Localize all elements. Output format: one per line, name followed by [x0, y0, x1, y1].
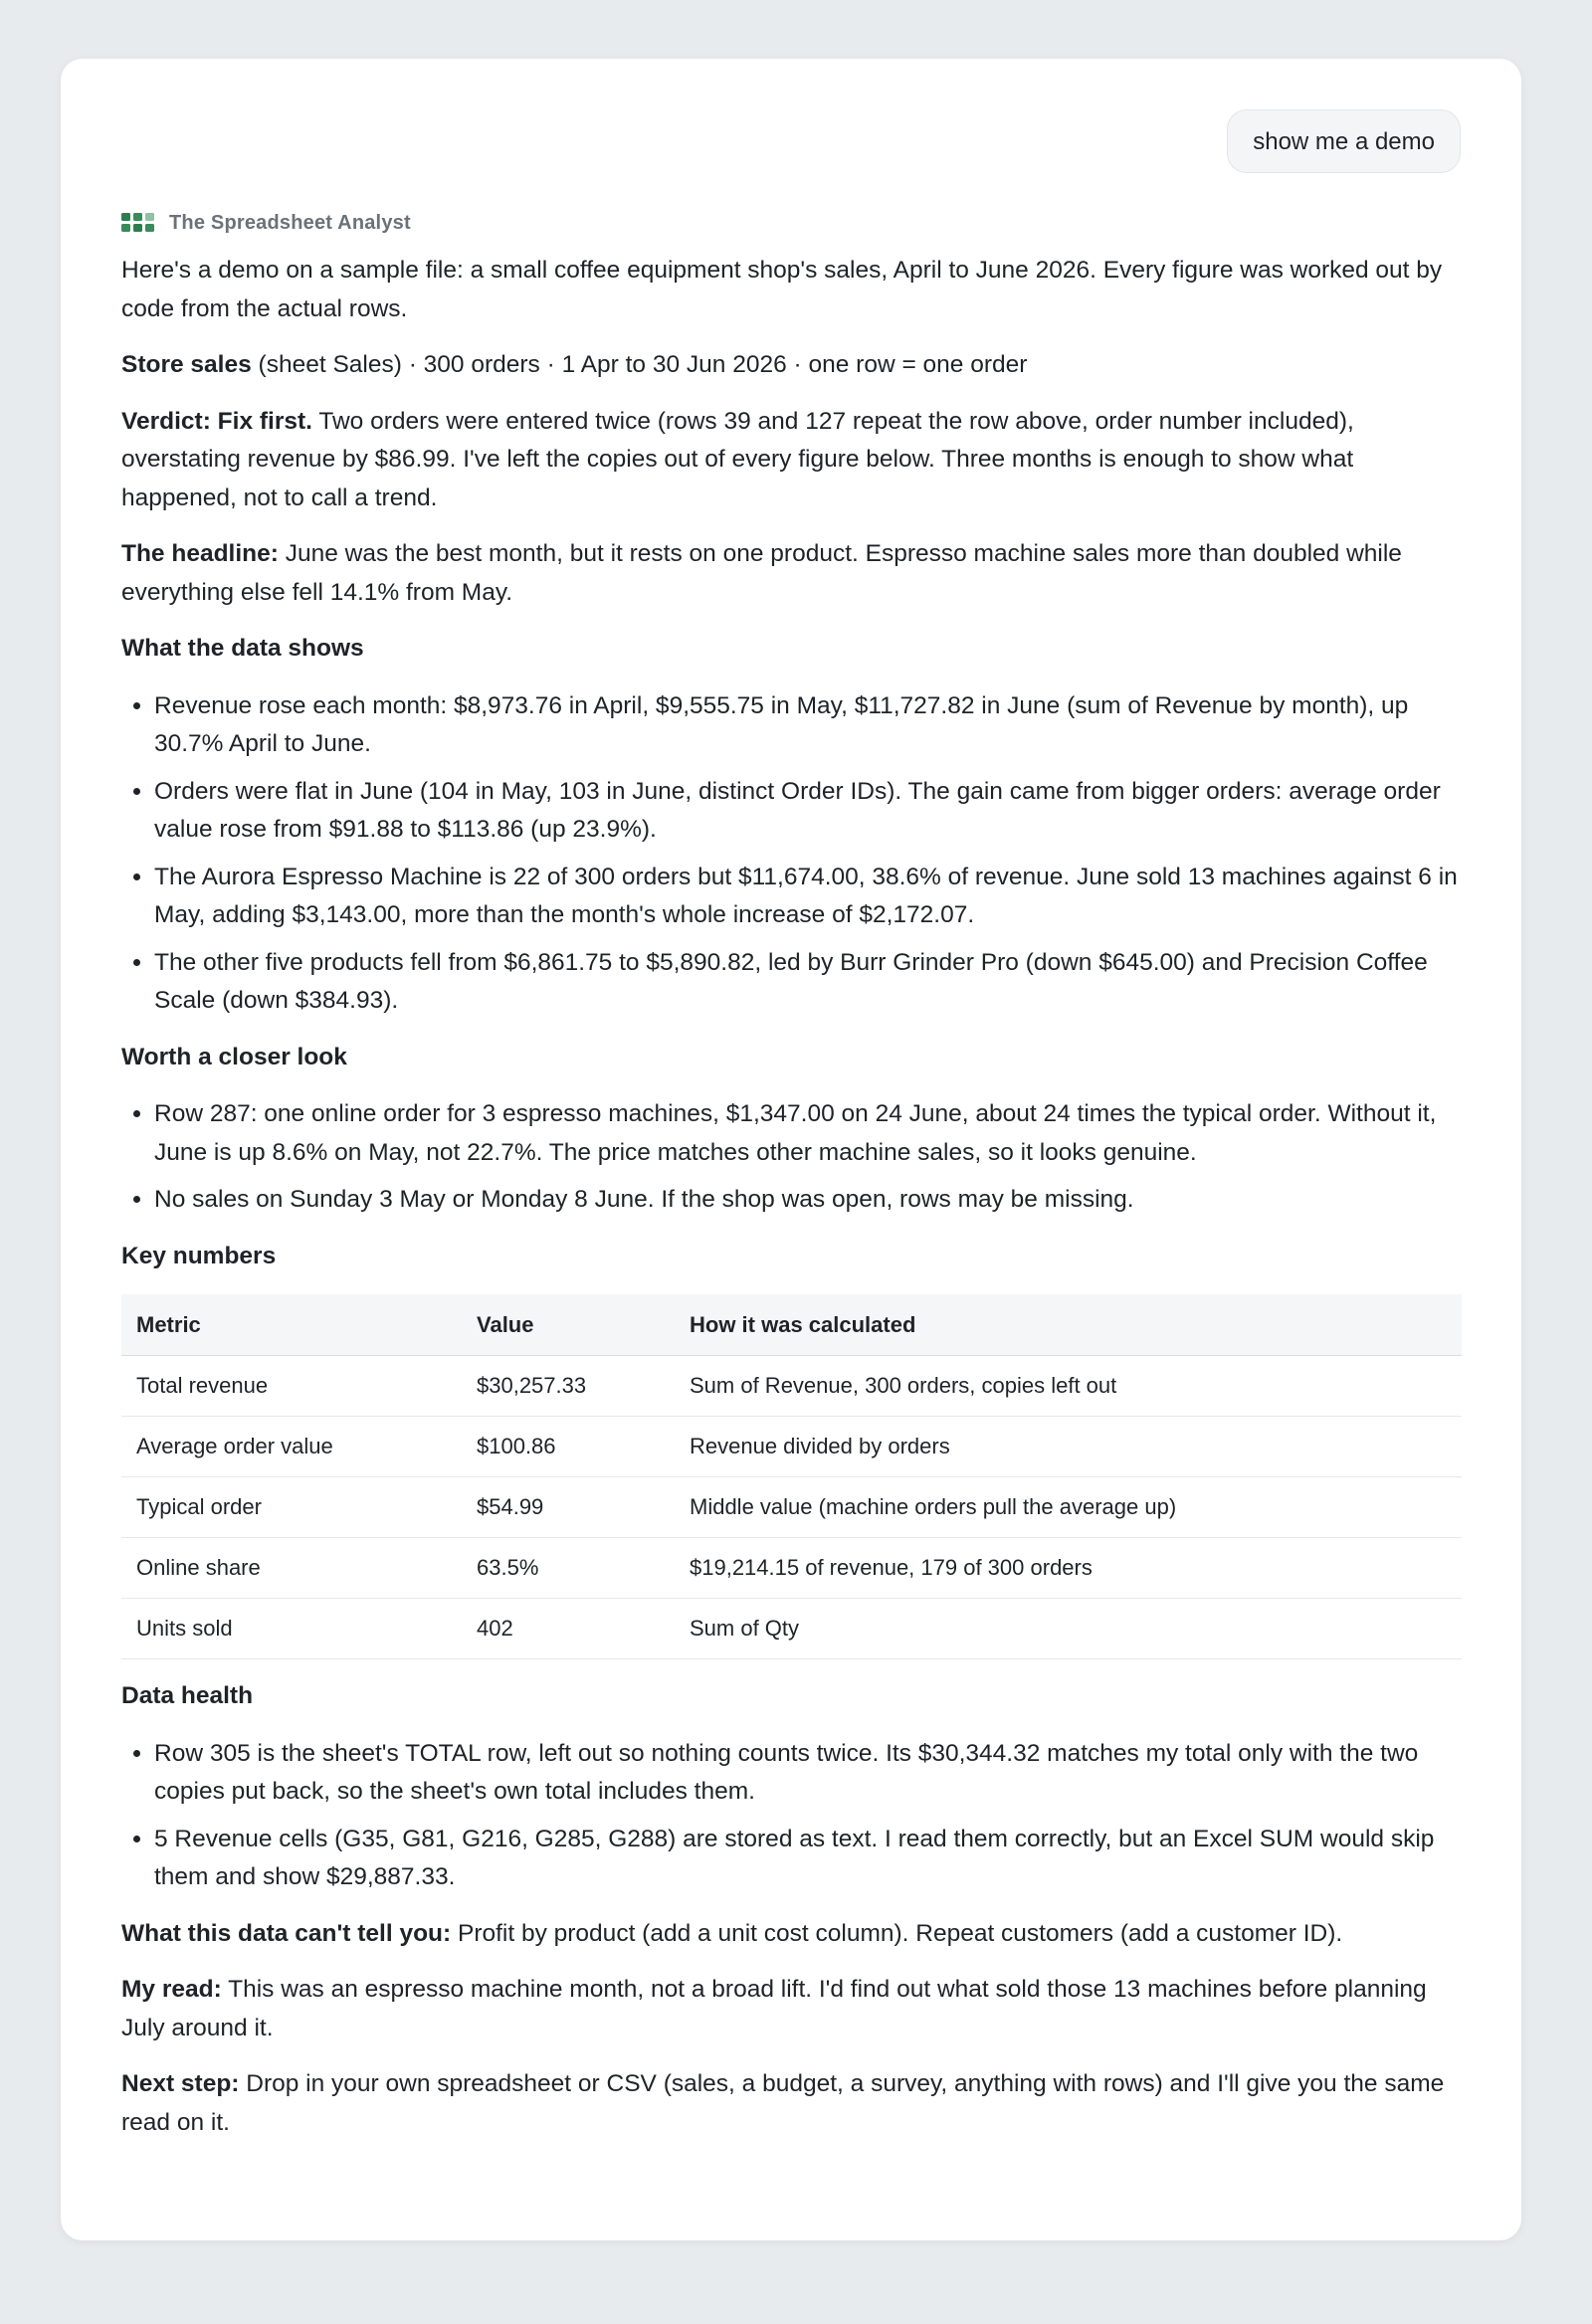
calculation-cell: Sum of Qty — [675, 1599, 1462, 1659]
store-label: Store sales — [121, 351, 252, 378]
list-item: • The Aurora Espresso Machine is 22 of 300 orders but $11,674.00, 38.6% of revenue. June sold 13 machines against 6 in May, adding $3,143.00, more than the month's whole increase of $2,172.07. — [154, 859, 1462, 935]
list-item: • The other five products fell from $6,861.75 to $5,890.82, led by Burr Grinder Pro (down $645.00) and Precision Coffee Scale (down $384.93). — [154, 944, 1462, 1021]
cant-tell-text: Profit by product (add a unit cost column). Repeat customers (add a customer ID). — [451, 1919, 1343, 1947]
table-row — [121, 1417, 1462, 1477]
column-header-metric: Metric — [121, 1294, 462, 1356]
metric-cell: Typical order — [121, 1477, 462, 1538]
assistant-header — [121, 208, 1462, 238]
cant-tell-label: What this data can't tell you: — [121, 1919, 452, 1947]
verdict-label: Verdict: Fix first. — [121, 407, 312, 435]
store-summary — [121, 346, 1462, 385]
metric-cell: Total revenue — [121, 1356, 462, 1417]
list-item: • Revenue rose each month: $8,973.76 in April, $9,555.75 in May, $11,727.82 in June (sum of Revenue by month), up 30.7% April to June. — [154, 687, 1462, 764]
list-item: • Row 287: one online order for 3 espresso machines, $1,347.00 on 24 June, about 24 times the typical order. Without it, June is up 8.6% on May, not 22.7%. The price matches other machine sales, so it looks genuine. — [154, 1095, 1462, 1172]
next-step-label: Next step: — [121, 2070, 240, 2097]
column-header-value: Value — [462, 1294, 675, 1356]
table-row — [121, 1599, 1462, 1659]
list-item: • Row 305 is the sheet's TOTAL row, left out so nothing counts twice. Its $30,344.32 matches my total only with the two copies put back, so the sheet's own total includes them. — [154, 1735, 1462, 1812]
my-read-paragraph — [121, 1971, 1462, 2047]
my-read-text: This was an espresso machine month, not a broad lift. I'd find out what sold those 13 machines before planning July around it. — [121, 1976, 1427, 2041]
verdict-paragraph — [121, 403, 1462, 518]
user-message-bubble: show me a demo — [1227, 109, 1461, 173]
assistant-message — [121, 208, 1462, 2160]
calculation-cell: Middle value (machine orders pull the average up) — [675, 1477, 1462, 1538]
value-cell: 402 — [462, 1599, 675, 1659]
cant-tell-paragraph — [121, 1915, 1462, 1954]
verdict-text: Two orders were entered twice (rows 39 and 127 repeat the row above, order number included), overstating revenue by $86.99. I've left the copies out of every figure below. Three months is enough to show what happened, not to call a trend. — [121, 407, 1354, 511]
metric-cell: Units sold — [121, 1599, 462, 1659]
headline-text: June was the best month, but it rests on one product. Espresso machine sales more than doubled while everything else fell 14.1% from May. — [121, 540, 1402, 606]
section-heading-data-health: Data health — [121, 1682, 254, 1709]
section-heading-key-numbers: Key numbers — [121, 1242, 277, 1269]
table-header-row — [121, 1294, 1462, 1356]
data-shows-list — [121, 687, 1462, 1021]
section-heading-data-shows: What the data shows — [121, 635, 364, 662]
table-row — [121, 1356, 1462, 1417]
calculation-cell: $19,214.15 of revenue, 179 of 300 orders — [675, 1538, 1462, 1599]
closer-look-list — [121, 1095, 1462, 1220]
next-step-paragraph — [121, 2065, 1462, 2142]
value-cell: 63.5% — [462, 1538, 675, 1599]
my-read-label: My read: — [121, 1976, 222, 2003]
table-row — [121, 1538, 1462, 1599]
value-cell: $30,257.33 — [462, 1356, 675, 1417]
store-text: (sheet Sales) · 300 orders · 1 Apr to 30 Jun 2026 · one row = one order — [251, 351, 1028, 378]
list-item: • 5 Revenue cells (G35, G81, G216, G285, G288) are stored as text. I read them correctly, but an Excel SUM would skip them and show $29,887.33. — [154, 1821, 1462, 1897]
assistant-name: The Spreadsheet Analyst — [169, 211, 411, 234]
column-header-calculation: How it was calculated — [675, 1294, 1462, 1356]
spreadsheet-grid-icon — [121, 213, 155, 233]
metric-cell: Online share — [121, 1538, 462, 1599]
list-item: • No sales on Sunday 3 May or Monday 8 June. If the shop was open, rows may be missing. — [154, 1181, 1462, 1220]
intro-paragraph: Here's a demo on a sample file: a small coffee equipment shop's sales, April to June 2026. Every figure was worked out by code from the actual rows. — [121, 257, 1443, 322]
chat-card — [61, 59, 1521, 2240]
headline-paragraph — [121, 535, 1462, 612]
headline-label: The headline: — [121, 540, 279, 567]
next-step-text: Drop in your own spreadsheet or CSV (sales, a budget, a survey, anything with rows) and I'll give you the same read on it. — [121, 2070, 1445, 2136]
section-heading-closer-look: Worth a closer look — [121, 1043, 347, 1070]
metric-cell: Average order value — [121, 1417, 462, 1477]
key-numbers-table — [121, 1294, 1462, 1659]
table-row — [121, 1477, 1462, 1538]
value-cell: $54.99 — [462, 1477, 675, 1538]
value-cell: $100.86 — [462, 1417, 675, 1477]
calculation-cell: Sum of Revenue, 300 orders, copies left out — [675, 1356, 1462, 1417]
list-item: • Orders were flat in June (104 in May, 103 in June, distinct Order IDs). The gain came from bigger orders: average order value rose from $91.88 to $113.86 (up 23.9%). — [154, 773, 1462, 850]
calculation-cell: Revenue divided by orders — [675, 1417, 1462, 1477]
data-health-list — [121, 1735, 1462, 1897]
